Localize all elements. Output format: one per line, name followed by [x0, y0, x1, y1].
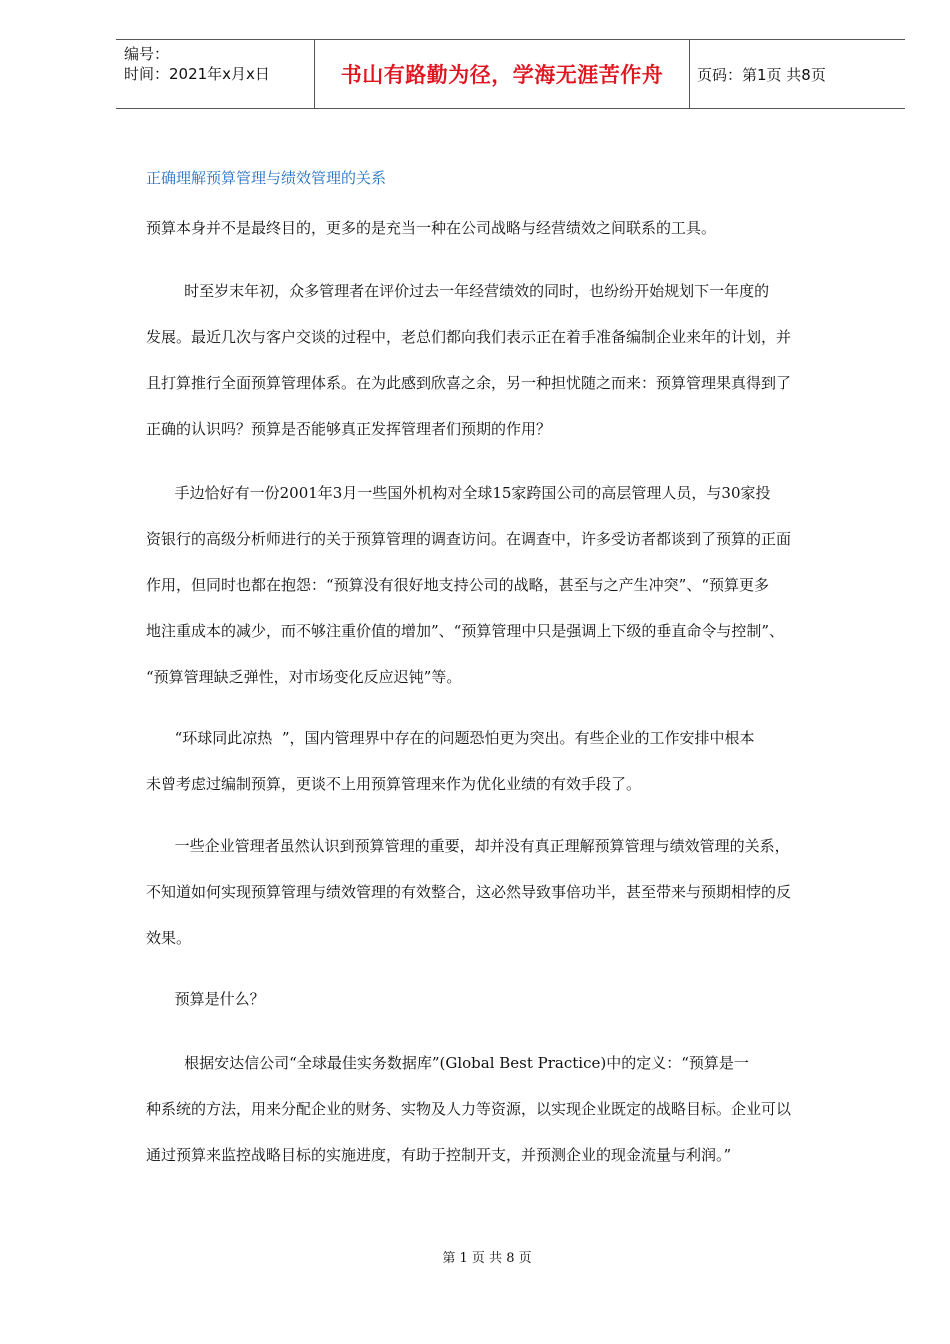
header-page-label: 页码：第1页 共8页 [697, 65, 826, 84]
text-line: 发展。最近几次与客户交谈的过程中，老总们都向我们表示正在着手准备编制企业来年的计划，并 [146, 328, 792, 346]
paragraph [146, 470, 876, 700]
paragraph [146, 823, 876, 961]
time-label: 时间：2021年x月x日 [124, 65, 270, 83]
text-line: 预算本身并不是最终目的，更多的是充当一种在公司战略与经营绩效之间联系的工具。 [146, 219, 717, 237]
text-line: 不知道如何实现预算管理与绩效管理的有效整合，这必然导致事倍功半，甚至带来与预期相悖的反 [146, 883, 792, 901]
page-number: 第 1 页 共 8 页 [442, 1251, 532, 1266]
text-line: 时至岁末年初，众多管理者在评价过去一年经营绩效的同时，也纷纷开始规划下一年度的 [146, 282, 770, 300]
text-line: 正确的认识吗？预算是否能够真正发挥管理者们预期的作用？ [146, 420, 552, 438]
text-line: 资银行的高级分析师进行的关于预算管理的调查访问。在调查中，许多受访者都谈到了预算的正面 [146, 530, 792, 548]
text-line: 效果。 [146, 929, 192, 947]
subheading: 预算是什么？ [146, 990, 265, 1008]
paragraph [146, 715, 876, 807]
document-header [116, 39, 905, 109]
text-line: 且打算推行全面预算管理体系。在为此感到欣喜之余，另一种担忧随之而来：预算管理果真得到了 [146, 374, 792, 392]
text-line: “环球同此凉热 ”，国内管理界中存在的问题恐怕更为突出。有些企业的工作安排中根本 [146, 729, 755, 747]
number-label: 编号： [124, 45, 170, 63]
text-line: 作用，但同时也都在抱怨：“预算没有很好地支持公司的战略，甚至与之产生冲突”、“预算更多 [146, 576, 770, 594]
text-line: 通过预算来监控战略目标的实施进度，有助于控制开支，并预测企业的现金流量与利润。” [146, 1146, 732, 1164]
text-line: 地注重成本的减少，而不够注重价值的增加”、“预算管理中只是强调上下级的垂直命令与控制”、 [146, 622, 785, 640]
text-line: “预算管理缺乏弹性，对市场变化反应迟钝”等。 [146, 668, 462, 686]
text-line: 根据安达信公司“全球最佳实务数据库”(Global Best Practice)中的定义：“预算是一 [146, 1054, 749, 1072]
header-meta [116, 40, 315, 108]
page-footer [0, 1247, 950, 1266]
paragraph [146, 1040, 876, 1178]
text-line: 一些企业管理者虽然认识到预算管理的重要，却并没有真正理解预算管理与绩效管理的关系， [146, 837, 790, 855]
paragraph [146, 268, 876, 452]
paragraph [146, 976, 876, 1022]
document-title: 正确理解预算管理与绩效管理的关系 [146, 169, 387, 187]
paragraph [146, 205, 876, 251]
text-line: 手边恰好有一份2001年3月一些国外机构对全球15家跨国公司的高层管理人员，与30家投 [146, 484, 771, 502]
motto: 书山有路勤为径，学海无涯苦作舟 [315, 40, 690, 108]
text-line: 种系统的方法，用来分配企业的财务、实物及人力等资源，以实现企业既定的战略目标。企业可以 [146, 1100, 792, 1118]
text-line: 未曾考虑过编制预算，更谈不上用预算管理来作为优化业绩的有效手段了。 [146, 775, 642, 793]
